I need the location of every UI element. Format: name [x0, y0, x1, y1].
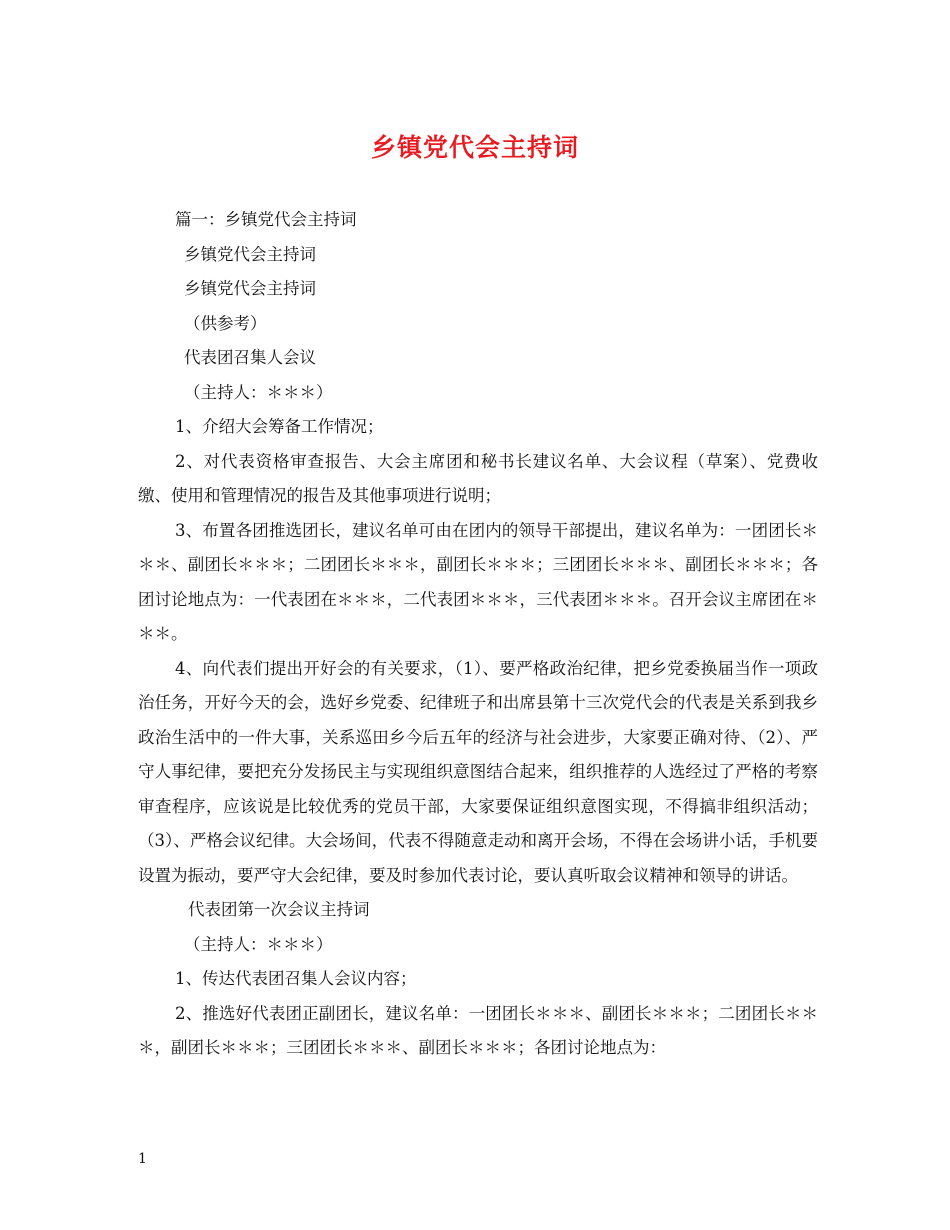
document-body	[138, 203, 818, 1066]
paragraph: （主持人：＊＊＊）	[184, 934, 333, 954]
page-number: 1	[138, 1151, 147, 1167]
paragraph: （供参考）	[184, 313, 267, 333]
paragraph: 代表团第一次会议主持词	[188, 900, 370, 919]
paragraph: 1、传达代表团召集人会议内容；	[175, 969, 417, 988]
paragraph: 1、介绍大会筹备工作情况；	[175, 417, 384, 436]
paragraph: 乡镇党代会主持词	[184, 244, 316, 264]
paragraph: 乡镇党代会主持词	[184, 279, 316, 298]
paragraph: （主持人：＊＊＊）	[184, 382, 333, 402]
paragraph: 篇一：乡镇党代会主持词	[175, 210, 357, 229]
paragraph: 4、向代表们提出开好会的有关要求，（1）、要严格政治纪律，把乡党委换届当作一项政治任务，开好今天的会，选好乡党委、纪律班子和出席县第十三次党代会的代表是关系到我乡政治生活中的一件大事，关系巡田乡今后五年的经济与社会进步，大家要正确对待、（2）、严守人事纪律，要把充分发扬民主与实现组织意图结合起来，组织推荐的人选经过了严格的考察审查程序，应该说是比较优秀的党员干部，大家要保证组织意图实现，不得搞非组织活动；（3）、严格会议纪律。大会场间，代表不得随意走动和离开会场，不得在会场讲小话，手机要设置为振动，要严守大会纪律，要及时参加代表讨论，要认真听取会议精神和领导的讲话。	[138, 658, 818, 885]
paragraph: 2、对代表资格审查报告、大会主席团和秘书长建议名单、大会议程（草案）、党费收缴、使用和管理情况的报告及其他事项进行说明；	[138, 451, 818, 505]
document-title: 乡镇党代会主持词	[370, 133, 579, 162]
paragraph: 代表团召集人会议	[184, 348, 316, 367]
paragraph: 3、布置各团推选团长，建议名单可由在团内的领导干部提出，建议名单为：一团团长＊＊＊、副团长＊＊＊；二团团长＊＊＊，副团长＊＊＊；三团团长＊＊＊、副团长＊＊＊；各团讨论地点为：一代表团在＊＊＊，二代表团＊＊＊，三代表团＊＊＊。召开会议主席团在＊＊＊。	[138, 520, 818, 643]
paragraph: 2、推选好代表团正副团长，建议名单：一团团长＊＊＊、副团长＊＊＊；二团团长＊＊＊，副团长＊＊＊；三团团长＊＊＊、副团长＊＊＊；各团讨论地点为：	[138, 1003, 818, 1057]
